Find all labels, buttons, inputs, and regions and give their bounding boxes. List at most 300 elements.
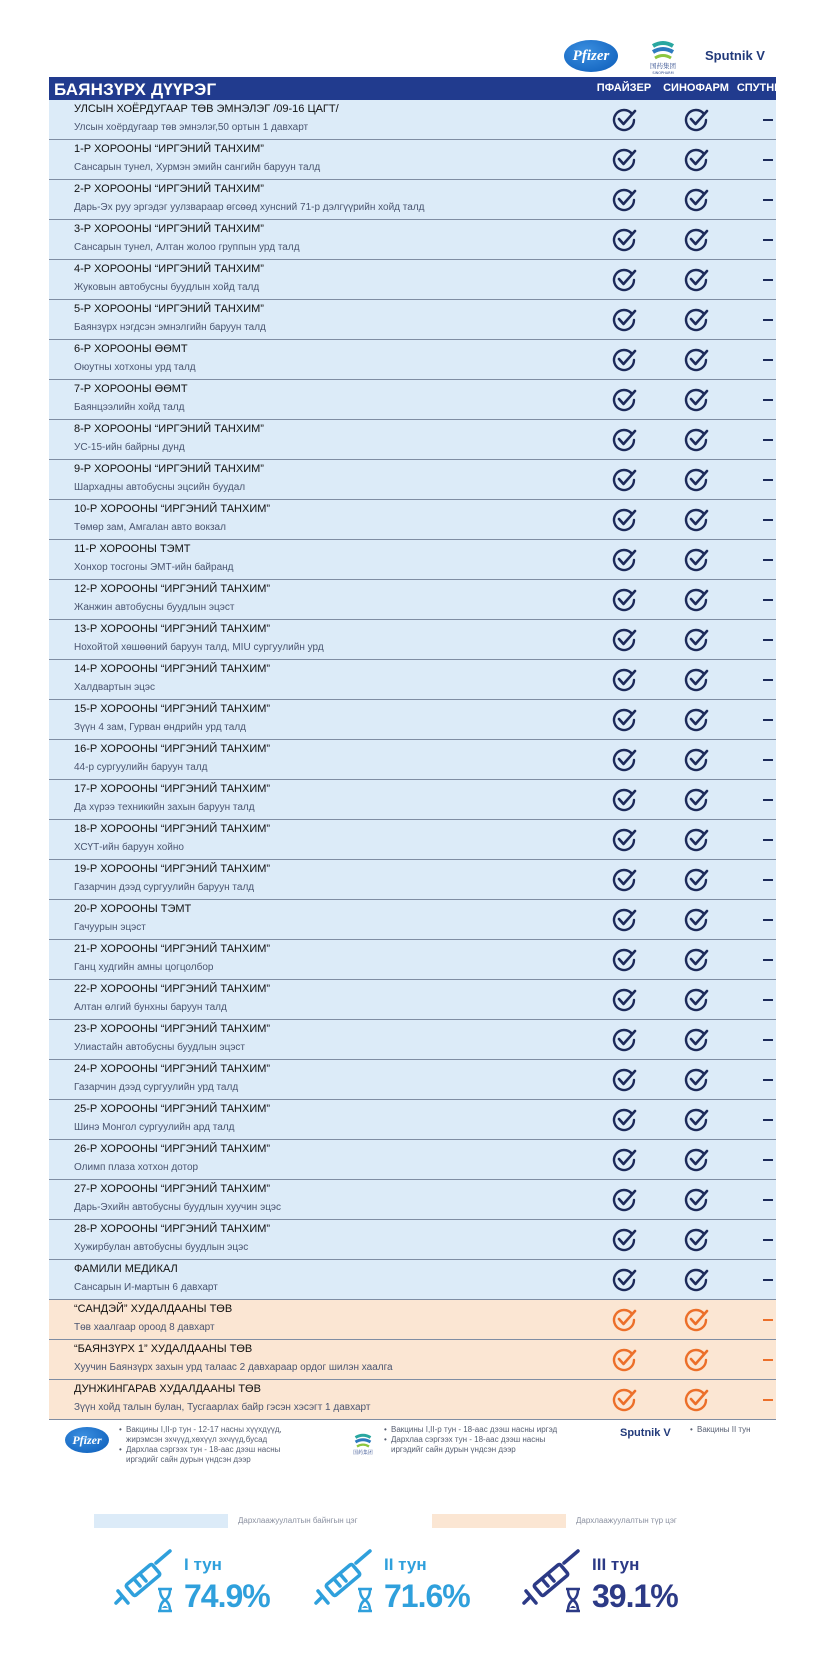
- table-row: [49, 580, 776, 620]
- site-address: Жанжин автобусны буудлын эцэст: [74, 602, 235, 613]
- site-name: 11-Р ХОРООНЫ ТЭМТ: [74, 543, 191, 555]
- sputnik-availability: [735, 1186, 801, 1214]
- sinopharm-availability: [663, 626, 729, 654]
- sputnik-availability: [735, 786, 801, 814]
- table-header: [49, 77, 800, 100]
- check-circle-icon: [611, 347, 637, 373]
- site-name: ФАМИЛИ МЕДИКАЛ: [74, 1263, 178, 1275]
- sinopharm-availability: [663, 666, 729, 694]
- check-circle-icon: [611, 147, 637, 173]
- sputnik-availability: [735, 866, 801, 894]
- table-row: [49, 700, 776, 740]
- dash-icon: [763, 359, 773, 361]
- check-circle-icon: [611, 1267, 637, 1293]
- vaccine-notes: [60, 1425, 780, 1475]
- sputnik-availability: [735, 1146, 801, 1174]
- sinopharm-availability: [663, 906, 729, 934]
- check-circle-icon: [683, 827, 709, 853]
- sputnik-availability: [735, 506, 801, 534]
- site-name: 26-Р ХОРООНЫ “ИРГЭНИЙ ТАНХИМ”: [74, 1143, 271, 1155]
- vaccination-sites-table: [49, 100, 776, 1420]
- sputnik-logo: [702, 36, 768, 76]
- table-row: [49, 300, 776, 340]
- sputnik-availability: [735, 466, 801, 494]
- sinopharm-availability: [663, 1106, 729, 1134]
- pfizer-availability: [591, 266, 657, 294]
- stat-dose-percent: 39.1%: [592, 1578, 678, 1614]
- pfizer-availability: [591, 706, 657, 734]
- pfizer-logo-text: Pfizer: [564, 40, 618, 72]
- stat-dose-3: [520, 1545, 720, 1645]
- check-circle-icon: [683, 867, 709, 893]
- dash-icon: [763, 439, 773, 441]
- table-row: [49, 380, 776, 420]
- check-circle-icon: [611, 547, 637, 573]
- dash-icon: [763, 1199, 773, 1201]
- site-address: Төмөр зам, Амгалан авто вокзал: [74, 522, 226, 533]
- note-pfizer-item: • Вакцины I,II-р тун - 12-17 насны хүүхдүүд, жирэмсэн эхчүүд,хөхүүл эхчүүд,бусад: [119, 1425, 289, 1445]
- sputnik-availability: [735, 1226, 801, 1254]
- check-circle-icon: [683, 347, 709, 373]
- table-row: [49, 1100, 776, 1140]
- check-circle-icon: [683, 787, 709, 813]
- pfizer-availability: [591, 1066, 657, 1094]
- table-row: [49, 500, 776, 540]
- pfizer-availability: [591, 626, 657, 654]
- check-circle-icon: [683, 147, 709, 173]
- pfizer-availability: [591, 386, 657, 414]
- check-circle-icon: [611, 907, 637, 933]
- table-row: [49, 620, 776, 660]
- legend: [0, 1512, 825, 1530]
- dash-icon: [763, 799, 773, 801]
- check-circle-icon: [683, 227, 709, 253]
- check-circle-icon: [683, 707, 709, 733]
- dash-icon: [763, 319, 773, 321]
- sinopharm-availability: [663, 746, 729, 774]
- note-pfizer-item: • Дархлаа сэргээх тун - 18-аас дээш насны иргэдийг сайн дурын үндсэн дээр: [119, 1445, 289, 1465]
- dash-icon: [763, 599, 773, 601]
- district-title: БАЯНЗҮРХ ДҮҮРЭГ: [54, 80, 217, 99]
- pfizer-availability: [591, 546, 657, 574]
- site-name: 16-Р ХОРООНЫ “ИРГЭНИЙ ТАНХИМ”: [74, 743, 271, 755]
- dash-icon: [763, 199, 773, 201]
- stat-dose-percent: 74.9%: [184, 1578, 270, 1614]
- pfizer-availability: [591, 1146, 657, 1174]
- note-sinopharm-item: • Дархлаа сэргээх тун - 18-аас дээш насны иргэдийг сайн дурын үндсэн дээр: [384, 1435, 574, 1455]
- note-sinopharm-list: [384, 1425, 574, 1455]
- site-name: 15-Р ХОРООНЫ “ИРГЭНИЙ ТАНХИМ”: [74, 703, 271, 715]
- table-row: [49, 180, 776, 220]
- column-header-sinopharm: СИНОФАРМ: [663, 82, 729, 94]
- sputnik-availability: [735, 1386, 801, 1414]
- check-circle-icon: [683, 1227, 709, 1253]
- site-address: Улсын хоёрдугаар төв эмнэлэг,50 ортын 1 давхарт: [74, 122, 309, 133]
- sputnik-availability: [735, 306, 801, 334]
- column-header-sputnik: СПУТНИК V: [736, 82, 800, 94]
- pfizer-availability: [591, 786, 657, 814]
- site-name: 28-Р ХОРООНЫ “ИРГЭНИЙ ТАНХИМ”: [74, 1223, 271, 1235]
- check-circle-icon: [611, 667, 637, 693]
- sputnik-availability: [735, 826, 801, 854]
- sinopharm-availability: [663, 1266, 729, 1294]
- sputnik-availability: [735, 346, 801, 374]
- legend-label-temporary: Дархлаажуулалтын түр цэг: [576, 1516, 677, 1525]
- site-name: ДУНЖИНГАРАВ ХУДАЛДААНЫ ТӨВ: [74, 1383, 261, 1395]
- site-name: 2-Р ХОРООНЫ “ИРГЭНИЙ ТАНХИМ”: [74, 183, 264, 195]
- table-row: [49, 460, 776, 500]
- sputnik-availability: [735, 146, 801, 174]
- site-name: 19-Р ХОРООНЫ “ИРГЭНИЙ ТАНХИМ”: [74, 863, 271, 875]
- sinopharm-availability: [663, 946, 729, 974]
- sinopharm-availability: [663, 546, 729, 574]
- pfizer-availability: [591, 1026, 657, 1054]
- site-address: Баянцээлийн хойд талд: [74, 402, 185, 413]
- site-name: 18-Р ХОРООНЫ “ИРГЭНИЙ ТАНХИМ”: [74, 823, 271, 835]
- pfizer-availability: [591, 1186, 657, 1214]
- site-name: “БАЯНЗҮРХ 1” ХУДАЛДААНЫ ТӨВ: [74, 1343, 253, 1355]
- check-circle-icon: [683, 947, 709, 973]
- site-name: 24-Р ХОРООНЫ “ИРГЭНИЙ ТАНХИМ”: [74, 1063, 271, 1075]
- table-row: [49, 420, 776, 460]
- check-circle-icon: [611, 627, 637, 653]
- dash-icon: [763, 159, 773, 161]
- check-circle-icon: [611, 1107, 637, 1133]
- sputnik-availability: [735, 1106, 801, 1134]
- dash-icon: [763, 1359, 773, 1361]
- site-name: 21-Р ХОРООНЫ “ИРГЭНИЙ ТАНХИМ”: [74, 943, 271, 955]
- check-circle-icon: [683, 107, 709, 133]
- dash-icon: [763, 759, 773, 761]
- check-circle-icon: [611, 107, 637, 133]
- dose-statistics: [0, 1545, 825, 1645]
- site-address: Да хүрээ техникийн захын баруун талд: [74, 802, 255, 813]
- sinopharm-logo-small: [348, 1427, 378, 1465]
- table-row: [49, 260, 776, 300]
- vaccine-logos: [0, 36, 825, 76]
- stat-dose-label: II тун: [384, 1555, 427, 1574]
- site-address: Газарчин дээд сургуулийн баруун талд: [74, 882, 255, 893]
- pfizer-availability: [591, 346, 657, 374]
- dash-icon: [763, 679, 773, 681]
- site-name: “САНДЭЙ” ХУДАЛДААНЫ ТӨВ: [74, 1303, 233, 1315]
- pfizer-availability: [591, 226, 657, 254]
- dash-icon: [763, 399, 773, 401]
- site-name: 4-Р ХОРООНЫ “ИРГЭНИЙ ТАНХИМ”: [74, 263, 264, 275]
- pfizer-availability: [591, 586, 657, 614]
- stat-dose-percent: 71.6%: [384, 1578, 470, 1614]
- sputnik-availability: [735, 1306, 801, 1334]
- check-circle-icon: [611, 1347, 637, 1373]
- pfizer-availability: [591, 506, 657, 534]
- pfizer-availability: [591, 1386, 657, 1414]
- check-circle-icon: [611, 1027, 637, 1053]
- check-circle-icon: [611, 827, 637, 853]
- column-header-pfizer: ПФАЙЗЕР: [596, 82, 652, 94]
- dash-icon: [763, 1279, 773, 1281]
- sinopharm-availability: [663, 986, 729, 1014]
- site-name: 6-Р ХОРООНЫ ӨӨМТ: [74, 343, 188, 355]
- sputnik-availability: [735, 266, 801, 294]
- site-address: ХСҮТ-ийн баруун хойно: [74, 842, 184, 853]
- dash-icon: [763, 279, 773, 281]
- site-name: 9-Р ХОРООНЫ “ИРГЭНИЙ ТАНХИМ”: [74, 463, 264, 475]
- sinopharm-availability: [663, 826, 729, 854]
- site-address: Төв хаалгаар ороод 8 давхарт: [74, 1322, 215, 1333]
- legend-swatch-permanent: [94, 1514, 228, 1528]
- check-circle-icon: [683, 467, 709, 493]
- dash-icon: [763, 1399, 773, 1401]
- check-circle-icon: [611, 747, 637, 773]
- note-sputnik-list: [690, 1425, 780, 1435]
- check-circle-icon: [611, 707, 637, 733]
- sinopharm-availability: [663, 1386, 729, 1414]
- dash-icon: [763, 1119, 773, 1121]
- sinopharm-availability: [663, 1146, 729, 1174]
- dash-icon: [763, 719, 773, 721]
- sinopharm-logo-small-cn: 国药集团: [353, 1450, 373, 1456]
- site-name: 20-Р ХОРООНЫ ТЭМТ: [74, 903, 192, 915]
- sinopharm-availability: [663, 506, 729, 534]
- check-circle-icon: [683, 1187, 709, 1213]
- sputnik-availability: [735, 986, 801, 1014]
- check-circle-icon: [683, 1307, 709, 1333]
- check-circle-icon: [611, 507, 637, 533]
- site-address: Сансарын тунел, Алтан жолоо группын урд талд: [74, 242, 300, 253]
- site-address: Оюутны хотхоны урд талд: [74, 362, 196, 373]
- site-address: Баянзүрх нэгдсэн эмнэлгийн баруун талд: [74, 322, 266, 333]
- check-circle-icon: [683, 1067, 709, 1093]
- table-row: [49, 1260, 776, 1300]
- site-name: 23-Р ХОРООНЫ “ИРГЭНИЙ ТАНХИМ”: [74, 1023, 271, 1035]
- table-row: [49, 1140, 776, 1180]
- legend-label-permanent: Дархлаажуулалтын байнгын цэг: [238, 1516, 358, 1525]
- sinopharm-availability: [663, 346, 729, 374]
- check-circle-icon: [611, 227, 637, 253]
- sinopharm-availability: [663, 1186, 729, 1214]
- table-row: [49, 900, 776, 940]
- sinopharm-availability: [663, 106, 729, 134]
- sinopharm-emblem-icon: [643, 36, 683, 76]
- stat-dose-label: I тун: [184, 1555, 222, 1574]
- pfizer-availability: [591, 866, 657, 894]
- pfizer-availability: [591, 746, 657, 774]
- dash-icon: [763, 519, 773, 521]
- table-row: [49, 140, 776, 180]
- check-circle-icon: [683, 667, 709, 693]
- dash-icon: [763, 919, 773, 921]
- check-circle-icon: [611, 787, 637, 813]
- check-circle-icon: [683, 1147, 709, 1173]
- pfizer-availability: [591, 946, 657, 974]
- sinopharm-availability: [663, 586, 729, 614]
- sputnik-availability: [735, 1266, 801, 1294]
- site-name: 17-Р ХОРООНЫ “ИРГЭНИЙ ТАНХИМ”: [74, 783, 271, 795]
- table-row-temporary: [49, 1380, 776, 1420]
- legend-swatch-temporary: [432, 1514, 566, 1528]
- sputnik-availability: [735, 586, 801, 614]
- stat-dose-2: [312, 1545, 512, 1645]
- dash-icon: [763, 879, 773, 881]
- table-row: [49, 220, 776, 260]
- sputnik-availability: [735, 706, 801, 734]
- site-name: 8-Р ХОРООНЫ “ИРГЭНИЙ ТАНХИМ”: [74, 423, 264, 435]
- dash-icon: [763, 239, 773, 241]
- hourglass-icon: [156, 1587, 174, 1613]
- check-circle-icon: [683, 1387, 709, 1413]
- site-address: Алтан өлгий бунхны баруун талд: [74, 1002, 227, 1013]
- site-address: Шархадны автобусны эцсийн буудал: [74, 482, 246, 493]
- sputnik-availability: [735, 386, 801, 414]
- table-row: [49, 1220, 776, 1260]
- site-address: Сансарын И-мартын 6 давхарт: [74, 1282, 218, 1293]
- pfizer-availability: [591, 186, 657, 214]
- site-address: Гачуурын эцэст: [74, 922, 146, 933]
- pfizer-availability: [591, 906, 657, 934]
- check-circle-icon: [611, 427, 637, 453]
- note-pfizer-list: [119, 1425, 289, 1465]
- note-sputnik-item: • Вакцины II тун: [690, 1425, 780, 1435]
- pfizer-availability: [591, 1226, 657, 1254]
- check-circle-icon: [683, 1347, 709, 1373]
- check-circle-icon: [683, 507, 709, 533]
- dash-icon: [763, 559, 773, 561]
- check-circle-icon: [683, 387, 709, 413]
- site-address: Газарчин дээд сургуулийн урд талд: [74, 1082, 239, 1093]
- pfizer-logo-small-text: Pfizer: [65, 1427, 109, 1453]
- site-address: 44-р сургуулийн баруун талд: [74, 762, 208, 773]
- sinopharm-availability: [663, 466, 729, 494]
- sputnik-availability: [735, 906, 801, 934]
- site-name: 27-Р ХОРООНЫ “ИРГЭНИЙ ТАНХИМ”: [74, 1183, 271, 1195]
- check-circle-icon: [683, 1027, 709, 1053]
- dash-icon: [763, 1159, 773, 1161]
- sinopharm-logo-cn: 国药集团: [650, 62, 676, 70]
- site-address: Зүүн 4 зам, Гурван өндрийн урд талд: [74, 722, 247, 733]
- pfizer-logo: [558, 36, 624, 76]
- site-name: УЛСЫН ХОЁРДУГААР ТӨВ ЭМНЭЛЭГ /09-16 ЦАГТ/: [74, 103, 339, 115]
- site-address: Хуучин Баянзүрх захын урд талаас 2 давхараар ордог шилэн хаалга: [74, 1362, 393, 1373]
- site-name: 10-Р ХОРООНЫ “ИРГЭНИЙ ТАНХИМ”: [74, 503, 271, 515]
- check-circle-icon: [611, 987, 637, 1013]
- sputnik-availability: [735, 186, 801, 214]
- check-circle-icon: [683, 1267, 709, 1293]
- pfizer-availability: [591, 666, 657, 694]
- sinopharm-availability: [663, 306, 729, 334]
- sputnik-availability: [735, 626, 801, 654]
- sinopharm-logo: [630, 36, 696, 76]
- sinopharm-availability: [663, 426, 729, 454]
- check-circle-icon: [611, 1307, 637, 1333]
- site-address: Дарь-Эх руу эргэдэг уулзвараар өгсөөд хунсний 71-р дэлгүүрийн хойд талд: [74, 202, 425, 213]
- dash-icon: [763, 1079, 773, 1081]
- pfizer-availability: [591, 306, 657, 334]
- site-address: Улиастайн автобусны буудлын эцэст: [74, 1042, 245, 1053]
- check-circle-icon: [683, 187, 709, 213]
- table-row: [49, 660, 776, 700]
- dash-icon: [763, 639, 773, 641]
- hourglass-icon: [356, 1587, 374, 1613]
- pfizer-availability: [591, 146, 657, 174]
- table-row: [49, 940, 776, 980]
- dash-icon: [763, 119, 773, 121]
- sinopharm-availability: [663, 386, 729, 414]
- table-row: [49, 100, 776, 140]
- site-name: 5-Р ХОРООНЫ “ИРГЭНИЙ ТАНХИМ”: [74, 303, 264, 315]
- site-name: 22-Р ХОРООНЫ “ИРГЭНИЙ ТАНХИМ”: [74, 983, 271, 995]
- sinopharm-availability: [663, 786, 729, 814]
- dash-icon: [763, 1039, 773, 1041]
- check-circle-icon: [683, 987, 709, 1013]
- site-address: Халдвартын эцэс: [74, 682, 156, 693]
- pfizer-availability: [591, 1266, 657, 1294]
- pfizer-availability: [591, 426, 657, 454]
- site-address: Хонхор тосгоны ЭМТ-ийн байранд: [74, 562, 234, 573]
- sinopharm-availability: [663, 1026, 729, 1054]
- site-address: Шинэ Монгол сургуулийн ард талд: [74, 1122, 235, 1133]
- site-address: Зүүн хойд талын булан, Тусгаарлах байр гэсэн хэсэгт 1 давхарт: [74, 1402, 371, 1413]
- dash-icon: [763, 1319, 773, 1321]
- check-circle-icon: [611, 1227, 637, 1253]
- sputnik-availability: [735, 1066, 801, 1094]
- check-circle-icon: [683, 547, 709, 573]
- check-circle-icon: [611, 1387, 637, 1413]
- sinopharm-availability: [663, 1306, 729, 1334]
- stat-dose-label: III тун: [592, 1555, 640, 1574]
- table-row: [49, 780, 776, 820]
- table-row: [49, 340, 776, 380]
- site-address: Хужирбулан автобусны буудлын эцэс: [74, 1242, 249, 1253]
- site-name: 7-Р ХОРООНЫ ӨӨМТ: [74, 383, 188, 395]
- sputnik-logo-small: [620, 1427, 671, 1439]
- sputnik-availability: [735, 106, 801, 134]
- site-address: Сансарын тунел, Хурмэн эмийн сангийн баруун талд: [74, 162, 321, 173]
- check-circle-icon: [683, 307, 709, 333]
- table-row: [49, 860, 776, 900]
- dash-icon: [763, 839, 773, 841]
- check-circle-icon: [611, 947, 637, 973]
- site-address: Нохойтой хөшөөний баруун талд, MIU сургуулийн урд: [74, 642, 324, 653]
- sputnik-availability: [735, 426, 801, 454]
- check-circle-icon: [611, 467, 637, 493]
- site-address: Ганц худгийн амны цогцолбор: [74, 962, 214, 973]
- sinopharm-availability: [663, 226, 729, 254]
- check-circle-icon: [683, 627, 709, 653]
- table-row: [49, 820, 776, 860]
- site-address: УС-15-ийн байрны дунд: [74, 442, 185, 453]
- check-circle-icon: [683, 587, 709, 613]
- site-address: Жуковын автобусны буудлын хойд талд: [74, 282, 260, 293]
- site-name: 1-Р ХОРООНЫ “ИРГЭНИЙ ТАНХИМ”: [74, 143, 264, 155]
- note-sinopharm-item: • Вакцины I,II-р тун - 18-аас дээш насны иргэд: [384, 1425, 574, 1435]
- check-circle-icon: [611, 267, 637, 293]
- pfizer-availability: [591, 1346, 657, 1374]
- sputnik-logo-small-text: Sputnik V: [620, 1427, 671, 1439]
- pfizer-availability: [591, 106, 657, 134]
- check-circle-icon: [611, 867, 637, 893]
- check-circle-icon: [611, 187, 637, 213]
- table-row-temporary: [49, 1300, 776, 1340]
- dash-icon: [763, 999, 773, 1001]
- sputnik-availability: [735, 946, 801, 974]
- table-row: [49, 740, 776, 780]
- site-name: 3-Р ХОРООНЫ “ИРГЭНИЙ ТАНХИМ”: [74, 223, 264, 235]
- sinopharm-emblem-small-icon: [348, 1427, 378, 1463]
- table-row: [49, 1020, 776, 1060]
- dash-icon: [763, 1239, 773, 1241]
- check-circle-icon: [611, 587, 637, 613]
- check-circle-icon: [683, 747, 709, 773]
